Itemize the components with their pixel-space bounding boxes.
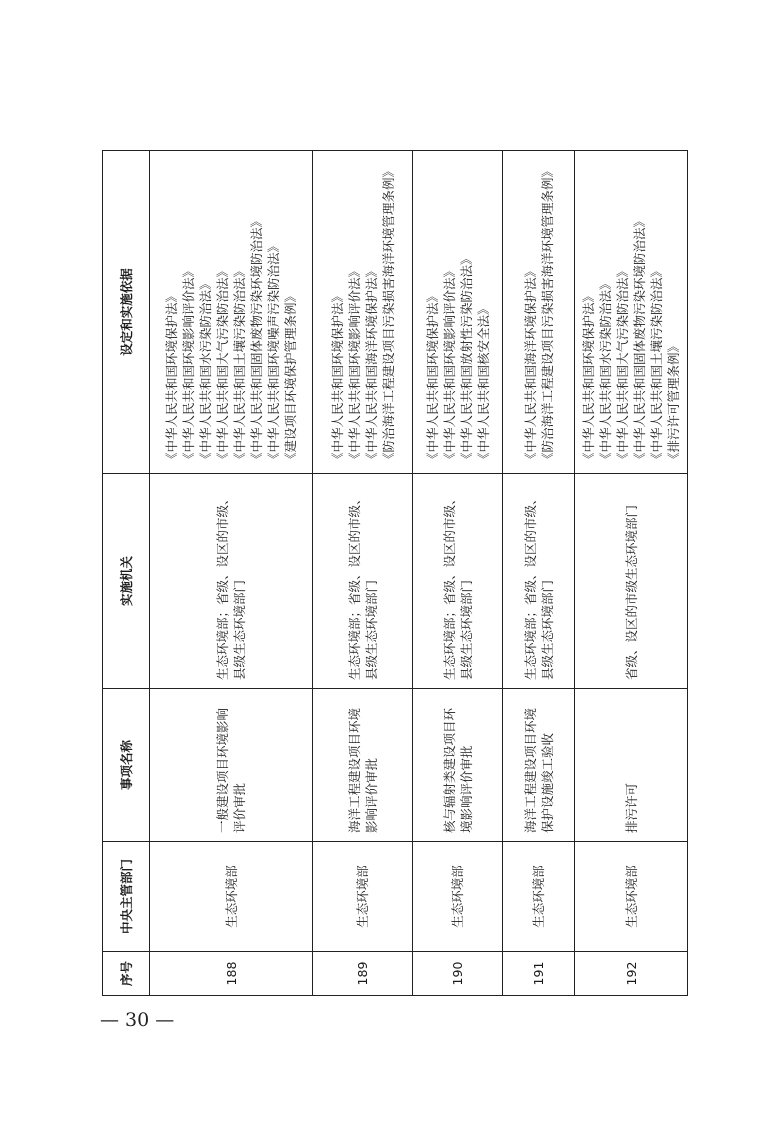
row-agency: 生态环境部；省级、设区的市级、县级生态环境部门	[413, 474, 503, 689]
basis-line: 《中华人民共和国环境保护法》	[581, 289, 596, 465]
header-basis: 设定和实施依据	[103, 151, 150, 474]
row-basis	[413, 151, 503, 474]
row-dept: 生态环境部	[413, 842, 503, 952]
row-basis	[503, 151, 575, 474]
row-agency: 省级、设区的市级生态环境部门	[575, 474, 688, 689]
rotated-table-wrapper	[102, 151, 679, 996]
basis-line: 《中华人民共和国海洋环境保护法》	[522, 264, 538, 465]
row-dept: 生态环境部	[313, 842, 413, 952]
basis-line: 《中华人民共和国环境影响评价法》	[181, 264, 196, 465]
table-header-row	[103, 151, 150, 996]
row-dept: 生态环境部	[150, 842, 313, 952]
header-seq: 序号	[103, 952, 150, 996]
row-item: 海洋工程建设项目环境保护设施竣工验收	[503, 689, 575, 842]
basis-line: 《中华人民共和国放射性污染防治法》	[458, 252, 474, 465]
table-row	[150, 151, 313, 996]
basis-line: 《防治海洋工程建设项目污染损害海洋环境管理条例》	[539, 164, 555, 465]
header-agency: 实施机关	[103, 474, 150, 689]
row-agency: 生态环境部；省级、设区的市级、县级生态环境部门	[503, 474, 575, 689]
row-agency: 生态环境部；省级、设区的市级、县级生态环境部门	[313, 474, 413, 689]
row-item: 核与辐射类建设项目环境影响评价审批	[413, 689, 503, 842]
basis-line: 《中华人民共和国核安全法》	[475, 302, 491, 465]
basis-line: 《中华人民共和国固体废物污染环境防治法》	[249, 214, 264, 465]
basis-line: 《中华人民共和国水污染防治法》	[198, 277, 213, 465]
row-item: 海洋工程建设项目环境影响评价审批	[313, 689, 413, 842]
basis-line: 《建设项目环境保护管理条例》	[283, 289, 298, 465]
basis-line: 《中华人民共和国大气污染防治法》	[615, 264, 630, 465]
row-seq: 189	[313, 952, 413, 996]
basis-line: 《中华人民共和国环境保护法》	[164, 289, 179, 465]
table-row	[575, 151, 688, 996]
row-seq: 190	[413, 952, 503, 996]
row-agency: 生态环境部；省级、设区的市级、县级生态环境部门	[150, 474, 313, 689]
table-row	[313, 151, 413, 996]
basis-line: 《中华人民共和国环境影响评价法》	[346, 264, 362, 465]
basis-line: 《中华人民共和国固体废物污染环境防治法》	[632, 214, 647, 465]
basis-line: 《排污许可管理条例》	[666, 339, 681, 465]
table-row	[503, 151, 575, 996]
row-basis	[150, 151, 313, 474]
basis-line: 《防治海洋工程建设项目污染损害海洋环境管理条例》	[380, 164, 396, 465]
basis-line: 《中华人民共和国大气污染防治法》	[215, 264, 230, 465]
row-basis	[313, 151, 413, 474]
table-row	[413, 151, 503, 996]
row-item: 排污许可	[575, 689, 688, 842]
basis-line: 《中华人民共和国土壤污染防治法》	[649, 264, 664, 465]
row-item: 一般建设项目环境影响评价审批	[150, 689, 313, 842]
row-dept: 生态环境部	[503, 842, 575, 952]
basis-line: 《中华人民共和国海洋环境保护法》	[363, 264, 379, 465]
row-basis	[575, 151, 688, 474]
row-seq: 191	[503, 952, 575, 996]
header-item: 事项名称	[103, 689, 150, 842]
row-dept: 生态环境部	[575, 842, 688, 952]
basis-line: 《中华人民共和国水污染防治法》	[598, 277, 613, 465]
basis-line: 《中华人民共和国环境保护法》	[329, 289, 345, 465]
row-seq: 192	[575, 952, 688, 996]
basis-line: 《中华人民共和国环境保护法》	[424, 289, 440, 465]
approval-items-table	[102, 150, 688, 996]
basis-line: 《中华人民共和国环境噪声污染防治法》	[266, 239, 281, 465]
basis-line: 《中华人民共和国环境影响评价法》	[441, 264, 457, 465]
page-number: — 30 —	[100, 1009, 175, 1031]
header-dept: 中央主管部门	[103, 842, 150, 952]
row-seq: 188	[150, 952, 313, 996]
basis-line: 《中华人民共和国土壤污染防治法》	[232, 264, 247, 465]
